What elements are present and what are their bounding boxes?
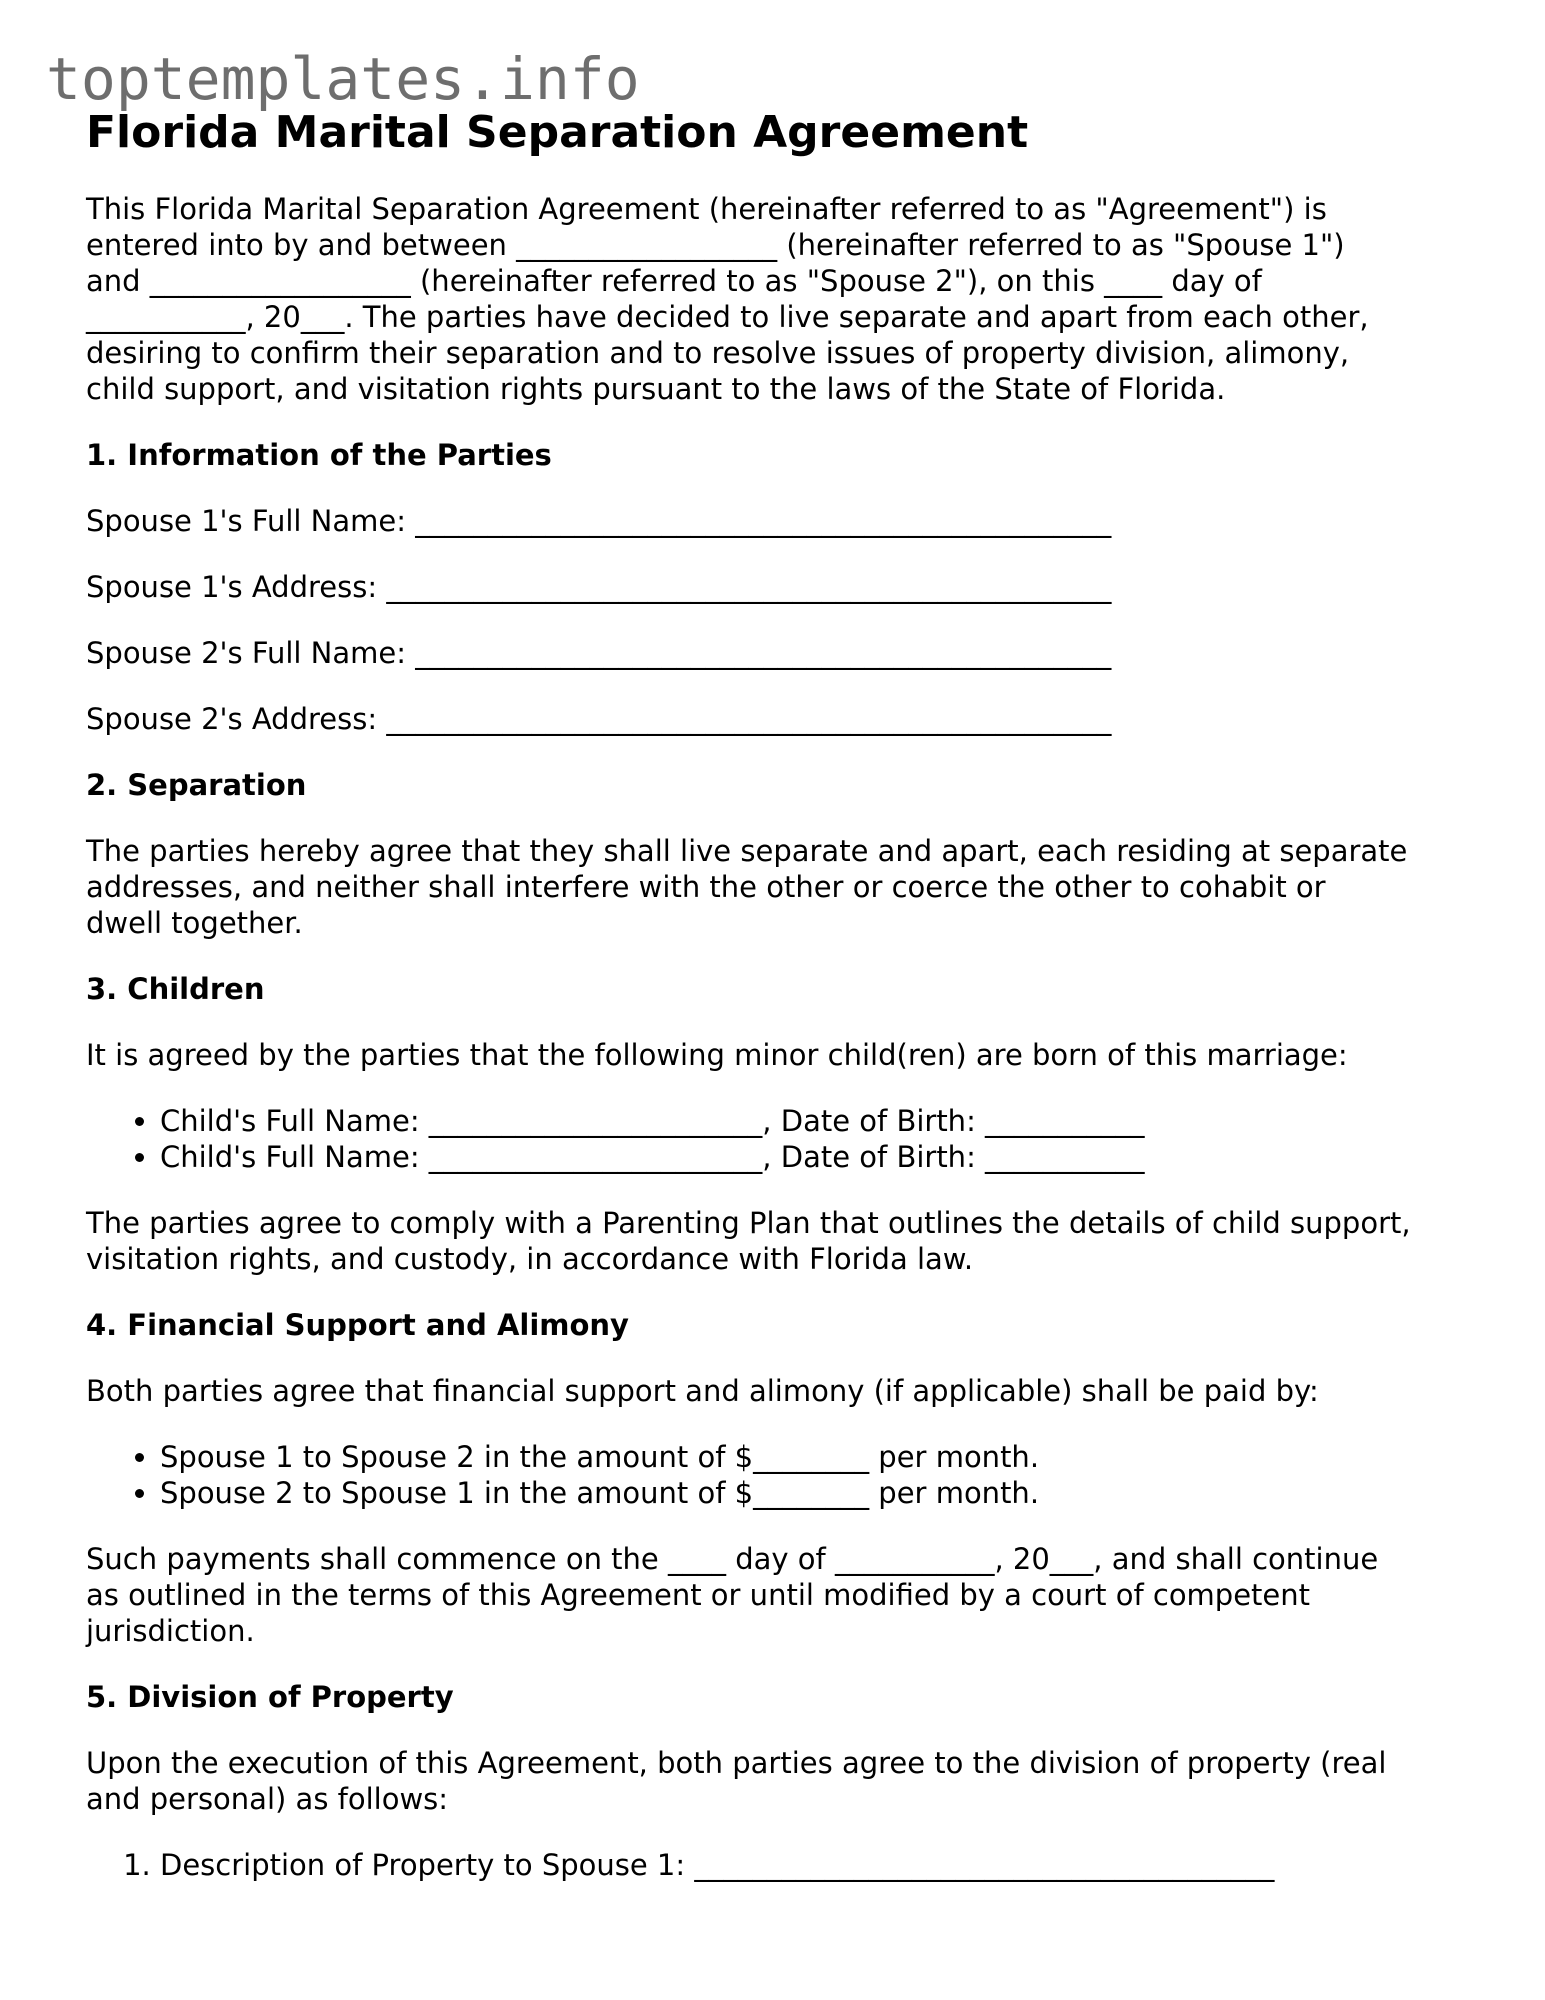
list-item: • Spouse 2 to Spouse 1 in the amount of $________ per month. <box>160 1475 1476 1511</box>
section-heading-children: 3. Children <box>86 972 265 1006</box>
watermark: toptemplates.info <box>46 45 640 113</box>
list-item: • Child's Full Name: _______________________, Date of Birth: ___________ <box>160 1103 1476 1139</box>
parenting-plan-paragraph: The parties agree to comply with a Parenting Plan that outlines the details of child support, visitation rights, and custody, in accordance with Florida law. <box>86 1206 1411 1276</box>
section-heading-property: 5. Division of Property <box>86 1680 454 1714</box>
payments-paragraph: Such payments shall commence on the ____ day of ___________, 20___, and shall continue as outlined in the terms of this Agreement or until modified by a court of competent jurisdiction. <box>86 1542 1379 1648</box>
children-intro: It is agreed by the parties that the following minor child(ren) are born of this marriage: <box>86 1038 1348 1072</box>
separation-paragraph: The parties hereby agree that they shall live separate and apart, each residing at separate addresses, and neither shall interfere with the other or coerce the other to cohabit or dwell together. <box>86 834 1408 940</box>
spouse2-name-field: Spouse 2's Full Name: ________________________________________________ <box>86 636 1112 670</box>
section-heading-separation: 2. Separation <box>86 768 307 802</box>
list-item: • Spouse 1 to Spouse 2 in the amount of $________ per month. <box>160 1439 1476 1475</box>
document <box>86 103 1476 1913</box>
spouse1-address-field: Spouse 1's Address: __________________________________________________ <box>86 570 1112 604</box>
section-heading-financial: 4. Financial Support and Alimony <box>86 1308 629 1342</box>
intro-paragraph: This Florida Marital Separation Agreement (hereinafter referred to as "Agreement") is entered into by and between __________________ (hereinafter referred to as "Spouse 1") and __________________ (hereinafter referred to as "Spouse 2"), on this ____ day of ___________, 20___. The parties have decided to live separate and apart from each other, desiring to confirm their separation and to resolve issues of property division, alimony, child support, and visitation rights pursuant to the laws of the State of Florida. <box>86 192 1369 406</box>
property-list <box>86 1847 1476 1883</box>
property-intro: Upon the execution of this Agreement, both parties agree to the division of property (real and personal) as follows: <box>86 1746 1387 1816</box>
financial-intro: Both parties agree that financial support and alimony (if applicable) shall be paid by: <box>86 1374 1319 1408</box>
section-heading-parties: 1. Information of the Parties <box>86 438 552 472</box>
spouse1-name-field: Spouse 1's Full Name: ________________________________________________ <box>86 504 1112 538</box>
financial-list <box>86 1439 1476 1511</box>
document-title: Florida Marital Separation Agreement <box>86 107 1029 158</box>
list-item: • Child's Full Name: _______________________, Date of Birth: ___________ <box>160 1139 1476 1175</box>
list-item: 1. Description of Property to Spouse 1: ________________________________________ <box>160 1847 1476 1883</box>
children-list <box>86 1103 1476 1175</box>
spouse2-address-field: Spouse 2's Address: __________________________________________________ <box>86 702 1112 736</box>
